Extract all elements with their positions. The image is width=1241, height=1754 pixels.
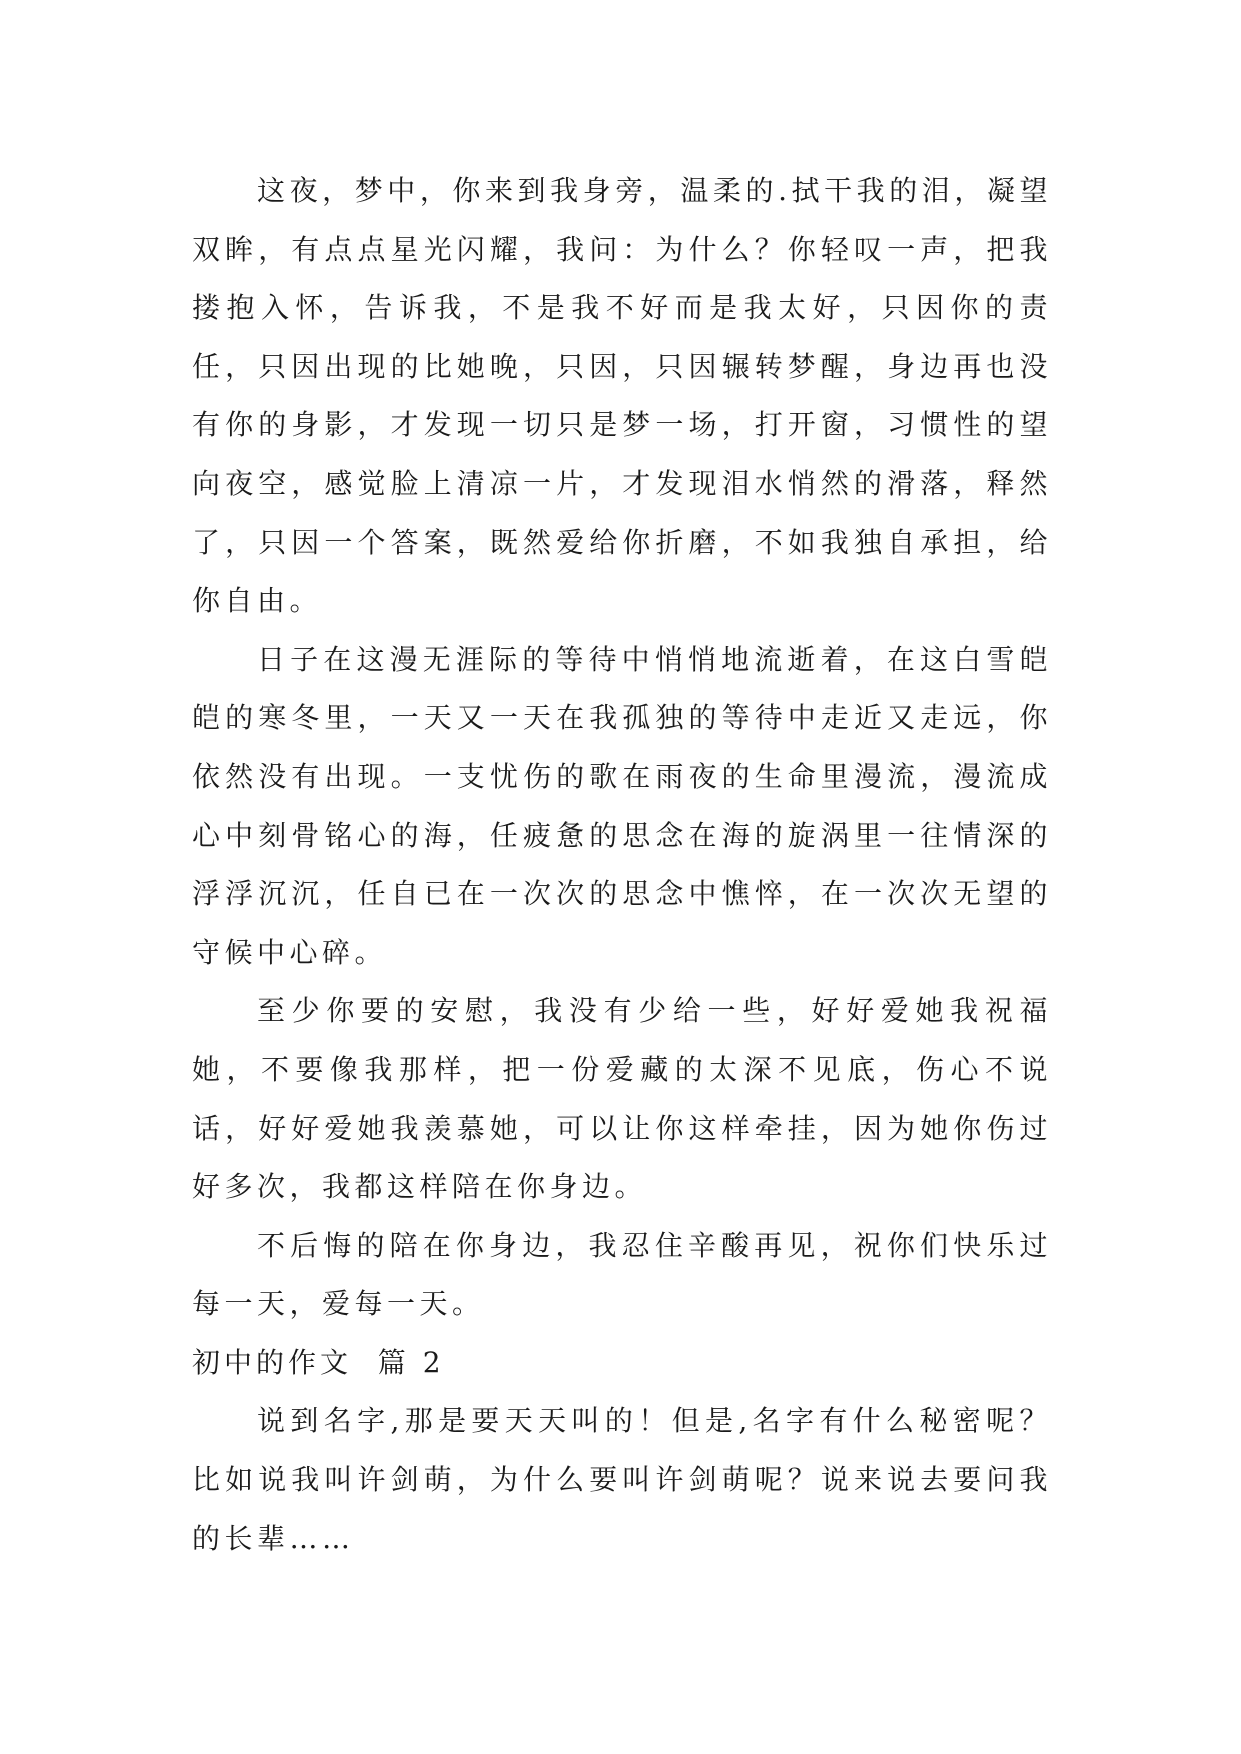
document-body xyxy=(192,162,1052,1568)
paragraph-3: 至少你要的安慰，我没有少给一些，好好爱她我祝福她，不要像我那样，把一份爱藏的太深不见底，伤心不说话，好好爱她我羡慕她，可以让你这样牵挂，因为她你伤过好多次，我都这样陪在你身边。 xyxy=(192,994,1052,1204)
section-paragraph: 说到名字,那是要天天叫的！但是,名字有什么秘密呢？比如说我叫许剑萌，为什么要叫许剑萌呢？说来说去要问我的长辈…… xyxy=(192,1404,1052,1555)
paragraph-4: 不后悔的陪在你身边，我忍住辛酸再见，祝你们快乐过每一天，爱每一天。 xyxy=(192,1228,1052,1321)
section-heading: 初中的作文 篇 2 xyxy=(192,1345,445,1379)
paragraph-2: 日子在这漫无涯际的等待中悄悄地流逝着，在这白雪皑皑的寒冬里，一天又一天在我孤独的等待中走近又走远，你依然没有出现。一支忧伤的歌在雨夜的生命里漫流，漫流成心中刻骨铭心的海，任疲惫的思念在海的旋涡里一往情深的浮浮沉沉，任自已在一次次的思念中憔悴，在一次次无望的守候中心碎。 xyxy=(192,642,1052,969)
paragraph-1: 这夜，梦中，你来到我身旁，温柔的.拭干我的泪，凝望双眸，有点点星光闪耀，我问：为什么？你轻叹一声，把我搂抱入怀，告诉我，不是我不好而是我太好，只因你的责任，只因出现的比她晚，只因，只因辗转梦醒，身边再也没有你的身影，才发现一切只是梦一场，打开窗，习惯性的望向夜空，感觉脸上清凉一片，才发现泪水悄然的滑落，释然了，只因一个答案，既然爱给你折磨，不如我独自承担，给你自由。 xyxy=(192,174,1052,618)
